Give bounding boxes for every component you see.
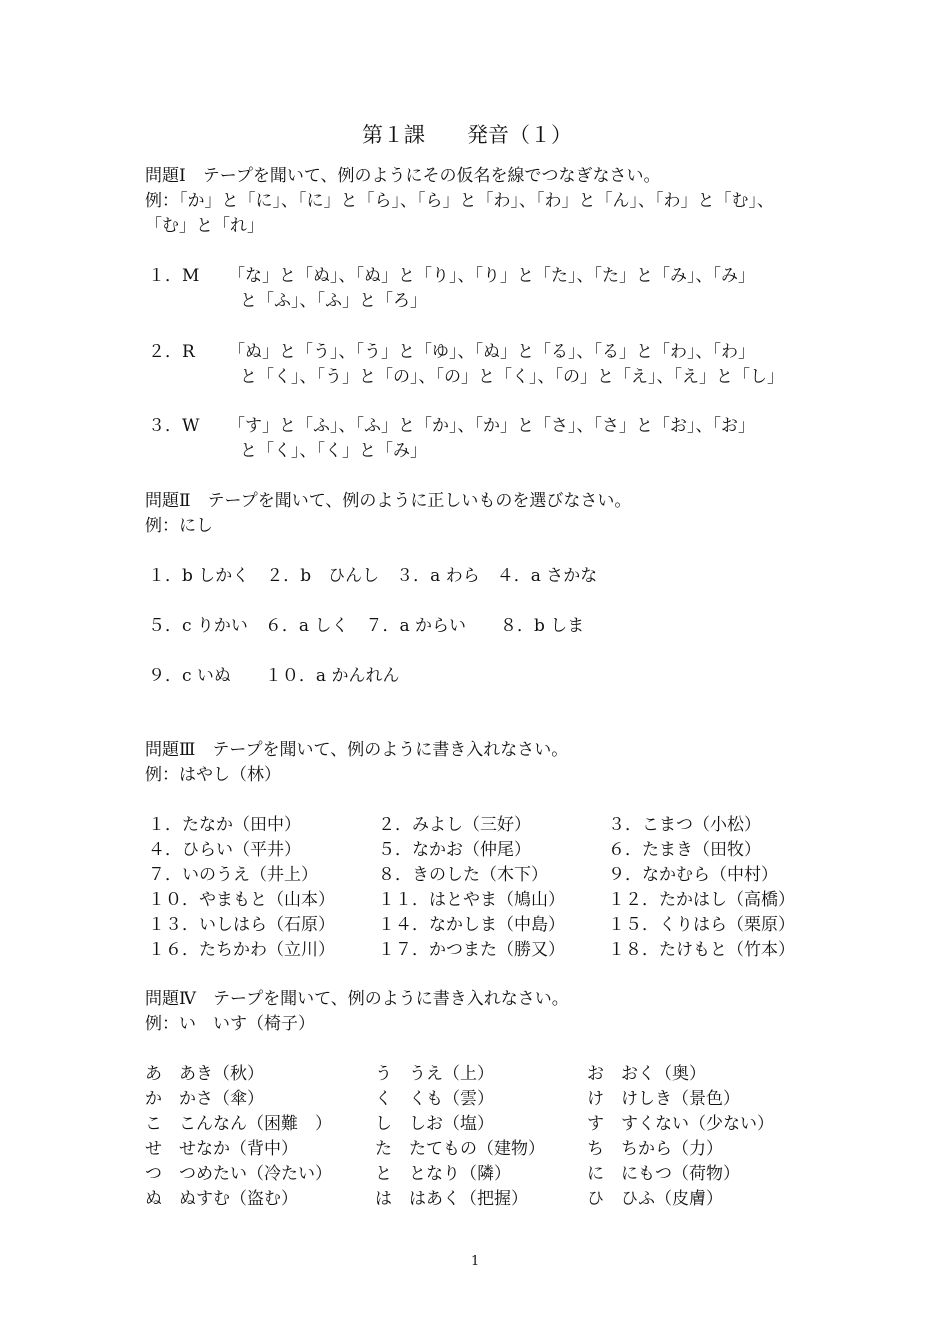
q4-cell: に にもつ（荷物） [587, 1164, 740, 1184]
q4-cell: く くも（雲） [375, 1089, 494, 1109]
q4-cell: う うえ（上） [375, 1064, 494, 1084]
q1-example-line2: 「む」と「れ」 [145, 216, 264, 236]
q4-cell: け けしき（景色） [587, 1089, 740, 1109]
q4-cell: ぬ ぬすむ（盗む） [145, 1189, 298, 1209]
q4-cell: と となり（隣） [375, 1164, 511, 1184]
q4-cell: こ こんなん（困難 ） [145, 1114, 332, 1134]
q2-example: 例：にし [145, 516, 213, 536]
q3-cell: ７．いのうえ（井上） [148, 865, 318, 885]
q3-cell: ５．なかお（仲尾） [378, 840, 531, 860]
q4-cell: ひ ひふ（皮膚） [587, 1189, 723, 1209]
page-title: 第１課 発音（１） [362, 123, 572, 147]
q3-cell: １１．はとやま（鳩山） [378, 890, 565, 910]
q4-cell: あ あき（秋） [145, 1064, 264, 1084]
q4-example: 例：い いす（椅子） [145, 1014, 315, 1034]
q1-item-label: １．M [148, 266, 200, 286]
q1-item-line1: 「す」と「ふ」、「ふ」と「か」、「か」と「さ」、「さ」と「お」、「お」 [228, 416, 755, 436]
q3-cell: ３．こまつ（小松） [608, 815, 761, 835]
q4-cell: す すくない（少ない） [587, 1114, 774, 1134]
q1-item-label: ３．W [148, 416, 200, 436]
q1-item-line1: 「な」と「ぬ」、「ぬ」と「り」、「り」と「た」、「た」と「み」、「み」 [228, 266, 755, 286]
q4-heading: 問題Ⅳ テープを聞いて、例のように書き入れなさい。 [145, 989, 569, 1009]
q4-cell: ち ちから（力） [587, 1139, 723, 1159]
q3-cell: １３．いしはら（石原） [148, 915, 335, 935]
q3-cell: １０．やまもと（山本） [148, 890, 335, 910]
q4-cell: た たてもの（建物） [375, 1139, 545, 1159]
q3-cell: １４．なかしま（中島） [378, 915, 565, 935]
q3-example: 例：はやし（林） [145, 765, 281, 785]
q3-cell: ２．みよし（三好） [378, 815, 531, 835]
q2-answer-row: ５．c りかい ６．a しく ７．a からい ８．b しま [148, 616, 585, 636]
q4-cell: お おく（奥） [587, 1064, 706, 1084]
q1-item-line1: 「ぬ」と「う」、「う」と「ゆ」、「ぬ」と「る」、「る」と「わ」、「わ」 [228, 342, 755, 362]
q1-item-line2: と「く」、「く」と「み」 [240, 441, 427, 461]
q3-cell: ８．きのした（木下） [378, 865, 548, 885]
q2-heading: 問題Ⅱ テープを聞いて、例のように正しいものを選びなさい。 [145, 491, 632, 511]
q3-cell: ４．ひらい（平井） [148, 840, 301, 860]
q1-item-label: ２．R [148, 342, 195, 362]
q3-cell: １６．たちかわ（立川） [148, 940, 335, 960]
q4-cell: か かさ（傘） [145, 1089, 264, 1109]
q1-item-line2: と「ふ」、「ふ」と「ろ」 [240, 291, 427, 311]
q3-cell: １２．たかはし（高橋） [608, 890, 795, 910]
q1-example-line1: 例：「か」と「に」、「に」と「ら」、「ら」と「わ」、「わ」と「ん」、「わ」と「む」、 [145, 191, 774, 211]
q1-heading: 問題Ⅰ テープを聞いて、例のようにその仮名を線でつなぎなさい。 [145, 166, 661, 186]
q3-cell: １．たなか（田中） [148, 815, 301, 835]
q3-cell: ６．たまき（田牧） [608, 840, 761, 860]
q4-cell: つ つめたい（冷たい） [145, 1164, 332, 1184]
q3-cell: １５．くりはら（栗原） [608, 915, 795, 935]
q3-cell: ９．なかむら（中村） [608, 865, 778, 885]
q2-answer-row: ９．c いぬ １０．a かんれん [148, 666, 400, 686]
page-number: 1 [471, 1254, 480, 1269]
q3-heading: 問題Ⅲ テープを聞いて、例のように書き入れなさい。 [145, 740, 569, 760]
q4-cell: し しお（塩） [375, 1114, 494, 1134]
q3-cell: １７．かつまた（勝又） [378, 940, 565, 960]
q2-answer-row: １．b しかく ２．b ひんし ３．a わら ４．a さかな [148, 566, 598, 586]
q1-item-line2: と「く」、「う」と「の」、「の」と「く」、「の」と「え」、「え」と「し」 [240, 367, 784, 387]
q3-cell: １８．たけもと（竹本） [608, 940, 795, 960]
q4-cell: せ せなか（背中） [145, 1139, 298, 1159]
q4-cell: は はあく（把握） [375, 1189, 528, 1209]
